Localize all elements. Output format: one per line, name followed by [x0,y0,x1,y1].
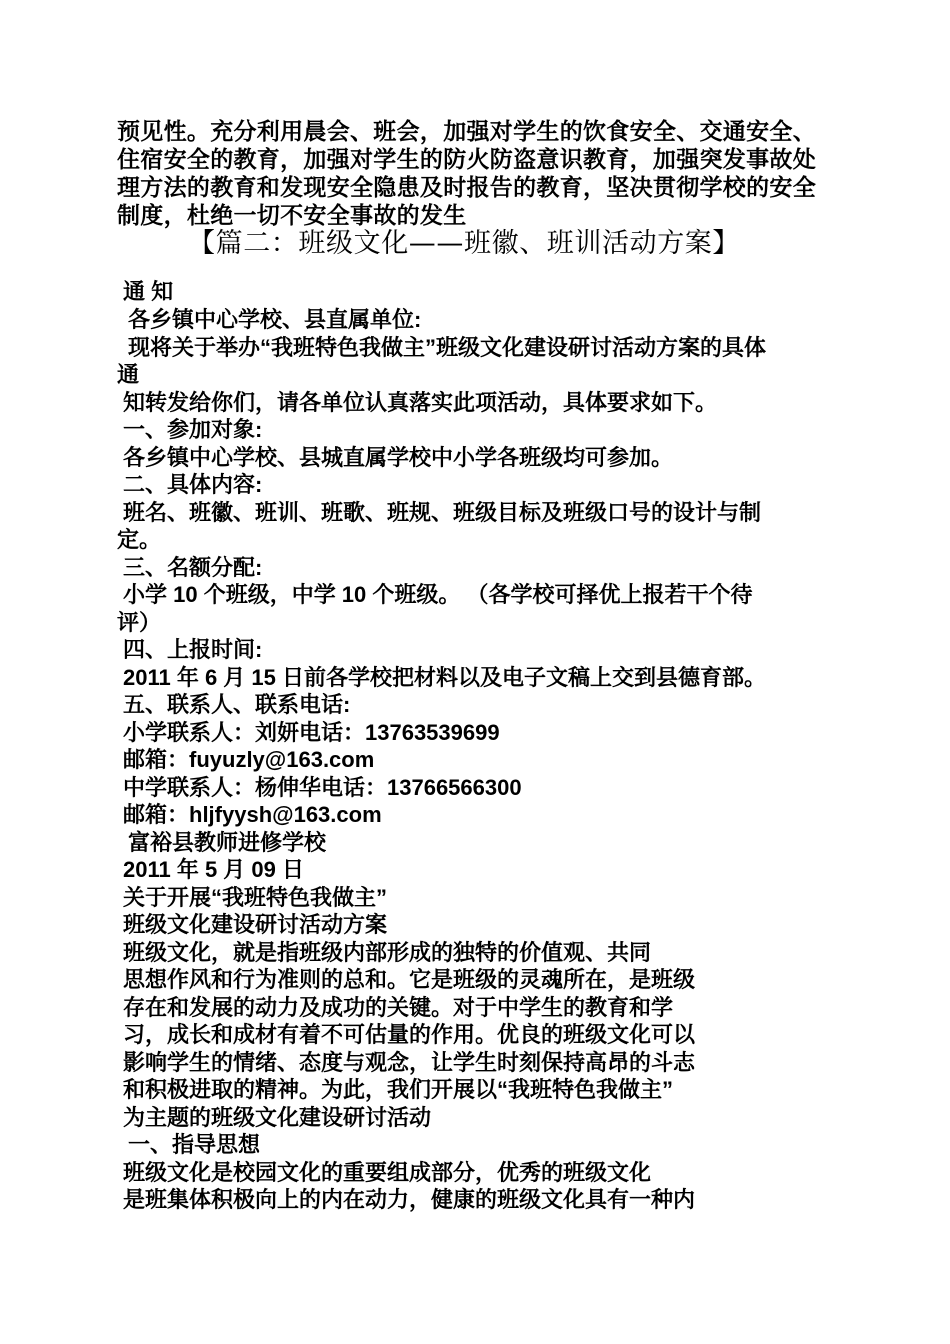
intro-line: 制度，杜绝一切不安全事故的发生 [117,202,467,228]
intro-line: 预见性。充分利用晨会、班会，加强对学生的饮食安全、交通安全、 [117,118,816,144]
section-heading: 【篇二：班级文化——班徽、班训活动方案】 [188,228,740,259]
plan-intro-line: 影响学生的情绪、态度与观念，让学生时刻保持高昂的斗志 [123,1050,696,1075]
item-body: 评） [117,610,162,635]
plan-title: 班级文化建设研讨活动方案 [123,912,388,937]
item-title: 二、具体内容: [123,472,263,497]
section-title: 一、指导思想 [128,1132,261,1157]
section-line: 是班集体积极向上的内在动力，健康的班级文化具有一种内 [123,1187,696,1212]
item-title: 五、联系人、联系电话: [123,692,351,717]
item-body: 班名、班徽、班训、班歌、班规、班级目标及班级口号的设计与制 [123,500,762,525]
item-title: 四、上报时间: [123,637,263,662]
contact-line: 中学联系人：杨伸华电话：13766566300 [123,775,522,800]
contact-line: 小学联系人：刘妍电话：13763539699 [123,720,500,745]
item-title: 三、名额分配: [123,555,263,580]
notice-intro-line: 通 [117,362,140,387]
item-body: 小学 10 个班级，中学 10 个班级。 （各学校可择优上报若干个待 [123,582,753,607]
notice-issuer: 富裕县教师进修学校 [128,830,327,855]
plan-intro-line: 思想作风和行为准则的总和。它是班级的灵魂所在，是班级 [123,967,696,992]
intro-line: 住宿安全的教育，加强对学生的防火防盗意识教育，加强突发事故处 [117,146,816,172]
item-body: 2011 年 6 月 15 日前各学校把材料以及电子文稿上交到县德育部。 [123,665,766,690]
item-body: 定。 [117,527,162,552]
plan-intro-line: 习，成长和成材有着不可估量的作用。优良的班级文化可以 [123,1022,696,1047]
item-body: 各乡镇中心学校、县城直属学校中小学各班级均可参加。 [123,445,674,470]
notice-addressee: 各乡镇中心学校、县直属单位: [128,307,422,332]
notice-date: 2011 年 5 月 09 日 [123,857,304,882]
intro-line: 理方法的教育和发现安全隐患及时报告的教育，坚决贯彻学校的安全 [117,174,816,200]
plan-intro-line: 为主题的班级文化建设研讨活动 [123,1105,432,1130]
email-line: 邮箱：fuyuzly@163.com [123,747,375,772]
section-line: 班级文化是校园文化的重要组成部分，优秀的班级文化 [123,1160,652,1185]
email-line: 邮箱：hljfyysh@163.com [123,802,382,827]
notice-intro-line: 知转发给你们，请各单位认真落实此项活动，具体要求如下。 [123,390,718,415]
notice-title: 通 知 [123,279,174,304]
plan-intro-line: 存在和发展的动力及成功的关键。对于中学生的教育和学 [123,995,674,1020]
notice-intro-line: 现将关于举办“我班特色我做主”班级文化建设研讨活动方案的具体 [128,335,767,360]
plan-intro-line: 班级文化，就是指班级内部形成的独特的价值观、共同 [123,940,652,965]
plan-intro-line: 和积极进取的精神。为此，我们开展以“我班特色我做主” [123,1077,674,1102]
plan-title: 关于开展“我班特色我做主” [123,885,388,910]
item-title: 一、参加对象: [123,417,263,442]
